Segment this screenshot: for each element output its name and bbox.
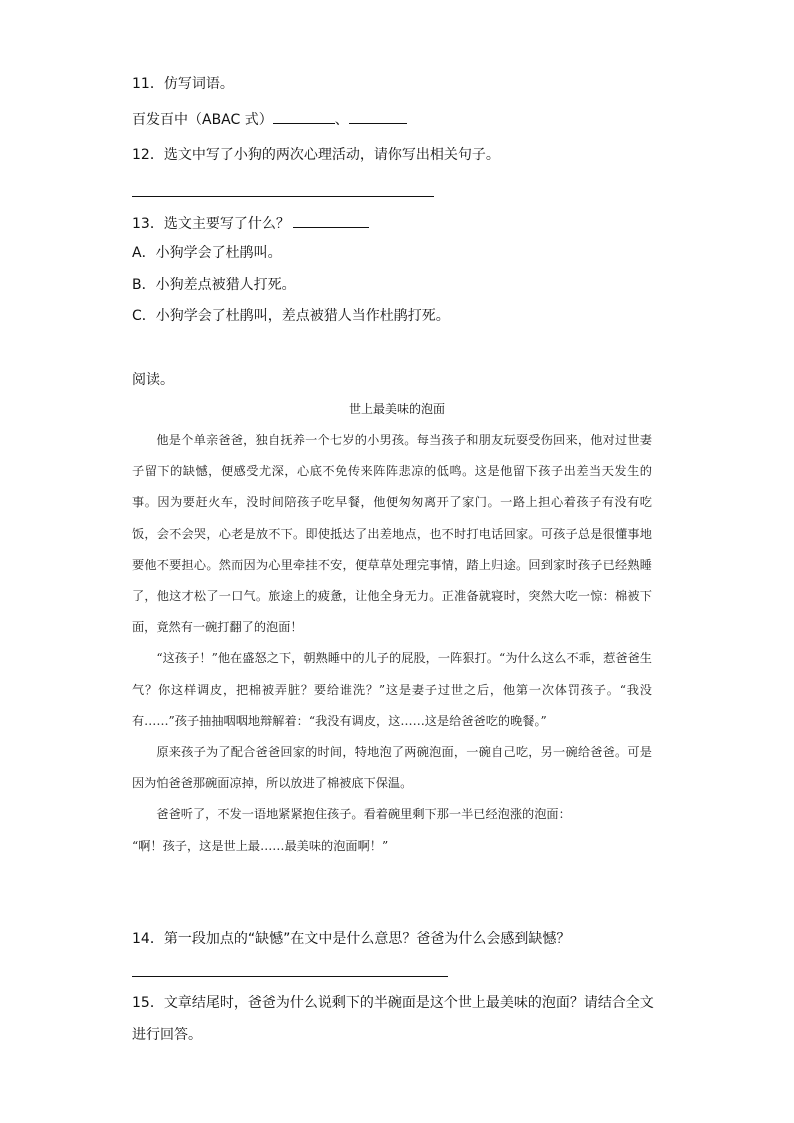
question-11: 11．仿写词语。 <box>132 76 234 92</box>
answer-blank-13[interactable] <box>293 213 369 228</box>
answer-line-14[interactable] <box>132 976 448 977</box>
story-paragraph-5: “啊！孩子，这是世上最……最美味的泡面啊！” <box>132 838 389 853</box>
question-15-line-1: 15．文章结尾时，爸爸为什么说剩下的半碗面是这个世上最美味的泡面？请结合全文 <box>132 995 654 1011</box>
story-paragraph-2: “这孩子！”他在盛怒之下，朝熟睡中的儿子的屁股，一阵狠打。“为什么这么不乖，惹爸爸生气？你这样调皮，把棉被弄脏？要给谁洗？”这是妻子过世之后，他第一次体罚孩子。“我没有……”孩子抽抽咽咽地辩解着：“我没有调皮，这……这是给爸爸吃的晚餐。” <box>132 651 652 728</box>
question-12: 12．选文中写了小狗的两次心理活动，请你写出相关句子。 <box>132 147 500 163</box>
story-title: 世上最美味的泡面 <box>348 402 445 416</box>
question-14: 14．第一段加点的“缺憾”在文中是什么意思？爸爸为什么会感到缺憾？ <box>132 931 571 947</box>
question-11-prompt <box>132 109 407 130</box>
blank-separator: 、 <box>334 112 349 128</box>
question-13 <box>132 213 369 234</box>
reading-label: 阅读。 <box>132 372 174 388</box>
option-b[interactable]: B．小狗差点被猎人打死。 <box>132 277 296 293</box>
question-11-pattern: 百发百中（ABAC 式） <box>132 112 273 128</box>
story-body <box>132 425 652 862</box>
question-13-text: 13．选文主要写了什么？ <box>132 216 290 232</box>
option-a[interactable]: A．小狗学会了杜鹃叫。 <box>132 245 282 261</box>
answer-blank-2[interactable] <box>349 109 407 124</box>
option-c[interactable]: C．小狗学会了杜鹃叫，差点被猎人当作杜鹃打死。 <box>132 308 450 324</box>
question-15-line-2: 进行回答。 <box>132 1027 202 1043</box>
answer-line-12[interactable] <box>132 196 434 197</box>
story-paragraph-1: 他是个单亲爸爸，独自抚养一个七岁的小男孩。每当孩子和朋友玩耍受伤回来，他对过世妻子留下的缺憾，便感受尤深，心底不免传来阵阵悲凉的低鸣。这是他留下孩子出差当天发生的事。因为要赶火车，没时间陪孩子吃早餐，他便匆匆离开了家门。一路上担心着孩子有没有吃饭，会不会哭，心老是放不下。即使抵达了出差地点，也不时打电话回家。可孩子总是很懂事地要他不要担心。然而因为心里牵挂不安，便草草处理完事情，踏上归途。回到家时孩子已经熟睡了，他这才松了一口气。旅途上的疲惫，让他全身无力。正准备就寝时，突然大吃一惊：棉被下面，竟然有一碗打翻了的泡面！ <box>132 433 652 635</box>
story-paragraph-4: 爸爸听了，不发一语地紧紧抱住孩子。看着碗里剩下那一半已经泡涨的泡面： <box>156 807 571 822</box>
story-paragraph-3: 原来孩子为了配合爸爸回家的时间，特地泡了两碗泡面，一碗自己吃，另一碗给爸爸。可是因为怕爸爸那碗面凉掉，所以放进了棉被底下保温。 <box>132 745 652 791</box>
answer-blank-1[interactable] <box>273 109 335 124</box>
